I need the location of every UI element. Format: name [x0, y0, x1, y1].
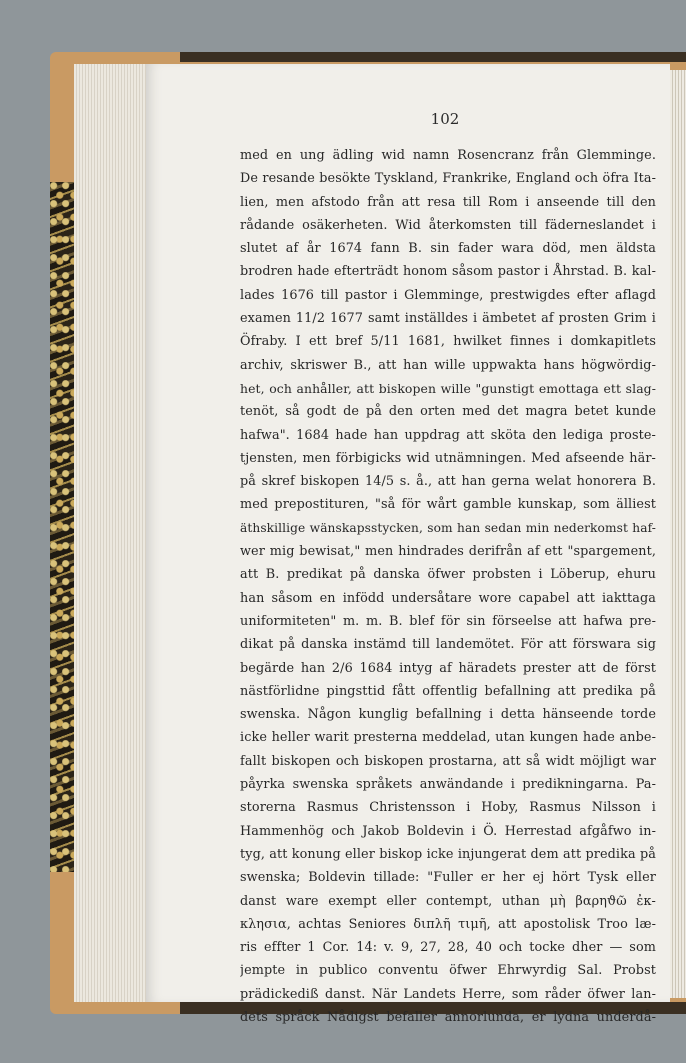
book-page — [146, 64, 670, 1025]
text-line: han såsom en infödd undersåtare wore capabel att iakttaga — [240, 590, 656, 606]
text-line: begärde han 2/6 1684 intyg af häradets prester att de först — [240, 660, 656, 676]
text-line: ris effter 1 Cor. 14: v. 9, 27, 28, 40 och tocke dher — som — [240, 940, 656, 956]
text-line: examen 11/2 1677 samt inställdes i ämbetet af prosten Grim i — [240, 311, 656, 327]
page-text — [240, 144, 656, 1029]
text-line: lien, men afstodo från att resa till Rom i anseende till den — [240, 194, 656, 210]
text-line: tjensten, men förbigicks wid utnämningen. Med afseende här- — [240, 450, 656, 466]
text-line: icke heller warit presterna meddelad, utan kungen hade anbe- — [240, 730, 656, 746]
text-line: nästförlidne pingsttid fått offentlig befallning att predika på — [240, 683, 656, 699]
page-stack-right-edge — [670, 70, 686, 998]
text-line: hafwa". 1684 hade han uppdrag att sköta den lediga proste- — [240, 427, 656, 443]
text-line: dikat på danska instämd till landemötet. För att förswara sig — [240, 637, 656, 653]
text-line: påyrka swenska språkets anwändande i predikningarna. Pa- — [240, 777, 656, 793]
text-line: danst ware exempt eller contempt, uthan μὴ βαρηϑῶ ἐκ- — [240, 893, 656, 909]
text-line: swenska; Boldevin tillade: "Fuller er her ej hört Tysk eller — [240, 870, 656, 886]
marbled-endpaper — [50, 182, 76, 872]
text-line: jempte in publico conventu öfwer Ehrwyrdig Sal. Probst — [240, 963, 656, 979]
text-line: äthskillige wänskapsstycken, som han sedan min nederkomst haf- — [240, 520, 656, 535]
text-line: rådande osäkerheten. Wid återkomsten till fäderneslandet i — [240, 217, 656, 233]
book-spine-band-top — [180, 52, 686, 62]
text-line: Hammenhög och Jakob Boldevin i Ö. Herrestad afgåfwo in- — [240, 823, 656, 839]
text-line: archiv, skriswer B., att han wille uppwakta hans högwördig- — [240, 357, 656, 373]
text-line: med en ung ädling wid namn Rosencranz från Glemminge. — [240, 148, 656, 163]
text-line: dets språck Nådigst befaller annorlunda, er lydna underdå- — [240, 1009, 656, 1025]
text-line: med prepostituren, "så för wårt gamble kunskap, som älliest — [240, 497, 656, 513]
text-line: het, och anhåller, att biskopen wille "gunstigt emottaga ett slag- — [240, 380, 656, 396]
text-line: Öfraby. I ett bref 5/11 1681, hwilket finnes i domkapitlets — [240, 334, 656, 350]
page-number: 102 — [430, 110, 460, 128]
page-stack-edges — [74, 64, 147, 1002]
text-line: tyg, att konung eller biskop icke injungerat dem att predika på — [240, 846, 656, 862]
text-line: brodren hade efterträdt honom såsom pastor i Åhrstad. B. kal- — [240, 264, 656, 280]
text-line: wer mig bewisat," men hindrades derifrån af ett "spargement, — [240, 544, 656, 560]
text-line: tenöt, så godt de på den orten med det magra betet kunde — [240, 404, 656, 420]
text-line: fallt biskopen och biskopen prostarna, att så widt möjligt war — [240, 753, 656, 769]
text-line: swenska. Någon kunglig befallning i detta hänseende torde — [240, 707, 656, 723]
text-line: lades 1676 till pastor i Glemminge, prestwigdes efter aflagd — [240, 287, 656, 303]
text-line: κλησια, achtas Seniores διπλῆ τιμῆ, att apostolisk Troo læ- — [240, 916, 656, 932]
text-line: på skref biskopen 14/5 s. å., att han gerna welat honorera B. — [240, 474, 656, 490]
text-line: att B. predikat på danska öfwer probsten i Löberup, ehuru — [240, 567, 656, 583]
text-line: prädickediß danst. När Landets Herre, som råder öfwer lan- — [240, 986, 656, 1002]
text-line: storerna Rasmus Christensson i Hoby, Rasmus Nilsson i — [240, 800, 656, 816]
text-line: uniformiteten" m. m. B. blef för sin förseelse att hafwa pre- — [240, 613, 656, 629]
text-line: De resande besökte Tyskland, Frankrike, England och öfra Ita- — [240, 171, 656, 187]
text-line: slutet af år 1674 fann B. sin fader wara död, men äldsta — [240, 241, 656, 257]
